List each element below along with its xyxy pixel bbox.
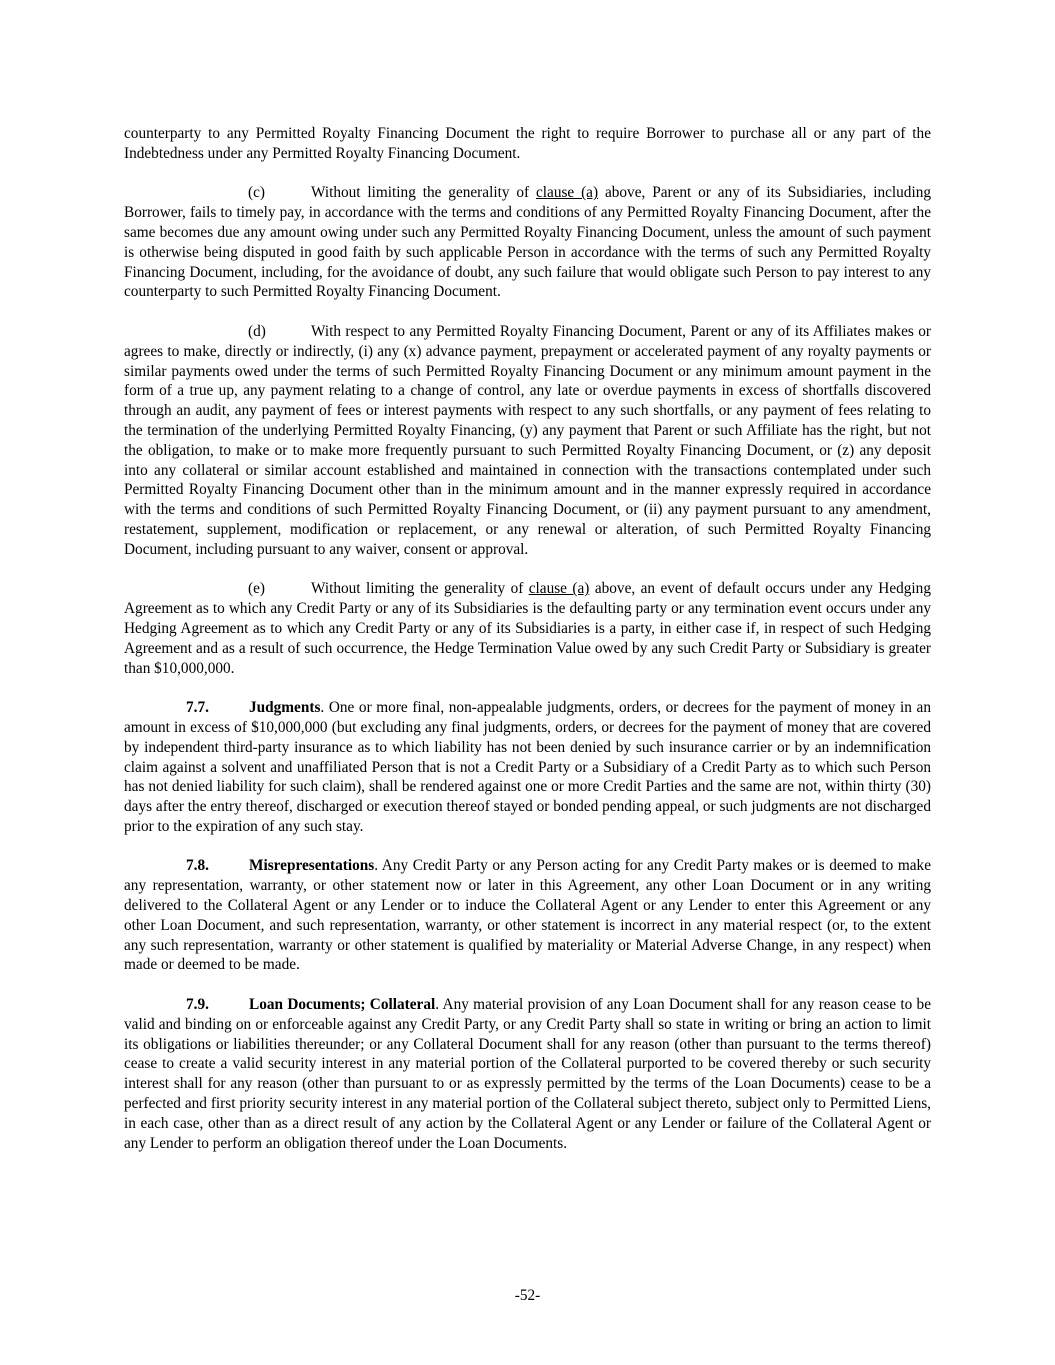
document-body [124, 124, 931, 1173]
clause-c-text-pre: Without limiting the generality of [311, 184, 536, 202]
clause-c-cross-reference: clause (a) [535, 184, 599, 202]
clause-e-text-pre: Without limiting the generality of [311, 580, 529, 598]
clause-c-paragraph [124, 183, 931, 302]
section-7-8-number: 7.8. [186, 857, 209, 875]
section-7-7-text: . One or more final, non-appealable judgments, orders, or decrees for the payment of money in an amount in excess of $10,000,000 (but excluding any final judgments, orders, or decrees for the payment of money that are covered by independent third-party insurance as to which liability has not been denied by such insurance carrier or by an indemnification claim against a solvent and unaffiliated Person that is not a Credit Party or a Subsidiary of a Credit Party as to which such Person has not denied liability for such claim), shall be rendered against one or more Credit Parties and the same are not, within thirty (30) days after the entry thereof, discharged or execution thereof stayed or bonded pending appeal, or such judgments are not discharged prior to the expiration of any such stay. [124, 699, 931, 835]
section-7-8-paragraph [124, 856, 931, 975]
section-7-9-paragraph [124, 995, 931, 1153]
clause-c-label: (c) [248, 184, 265, 202]
section-7-9-number: 7.9. [186, 996, 209, 1014]
clause-c-text-post: above, Parent or any of its Subsidiaries, including Borrower, fails to timely pay, in accordance with the terms and conditions of any Permitted Royalty Financing Document, after the same becomes due any amount owing under such any Permitted Royalty Financing Document, unless the amount of such payment is otherwise being disputed in good faith by such applicable Person in accordance with the terms of such any Permitted Royalty Financing Document, including, for the avoidance of doubt, any such failure that would obligate such Person to pay interest to any counterparty to such Permitted Royalty Financing Document. [124, 184, 931, 301]
section-7-9-title: Loan Documents; Collateral [249, 996, 436, 1014]
clause-d-label: (d) [248, 322, 266, 340]
clause-e-paragraph [124, 579, 931, 678]
page-number: -52- [514, 1287, 541, 1304]
section-7-9-text: . Any material provision of any Loan Document shall for any reason cease to be valid and binding on or enforceable against any Credit Party, or any Credit Party shall so state in writing or bring an action to limit its obligations or liabilities thereunder; or any Collateral Document shall for any reason (other than pursuant to the terms thereof) cease to create a valid security interest in any material portion of the Collateral purported to be covered thereby or such security interest shall for any reason (other than pursuant to or as expressly permitted by the terms of the Loan Documents) cease to be a perfected and first priority security interest in any material portion of the Collateral subject thereto, subject only to Permitted Liens, in each case, other than as a direct result of any action by the Collateral Agent or any Lender or failure of the Collateral Agent or any Lender to perform an obligation thereof under the Loan Documents. [124, 996, 931, 1152]
section-7-7-number: 7.7. [186, 699, 209, 717]
clause-e-label: (e) [248, 580, 265, 598]
clause-d-text: With respect to any Permitted Royalty Financing Document, Parent or any of its Affiliates makes or agrees to make, directly or indirectly, (i) any (x) advance payment, prepayment or accelerated payment of any royalty payments or similar payments owed under the terms of such Permitted Royalty Financing Document or any minimum amount payment in the form of a true up, any payment relating to a change of control, any late or overdue payments in excess of shortfalls discovered through an audit, any payment of fees or interest payments with respect to any such shortfalls, or any payment of fees relating to the termination of the underlying Permitted Royalty Financing, (y) any payment that Parent or such Affiliate has the right, but not the obligation, to make or to make more frequently pursuant to such Permitted Royalty Financing Document, or (z) any deposit into any collateral or similar account established and maintained in connection with the transactions contemplated under such Permitted Royalty Financing Document other than in the minimum amount and in the manner expressly required in accordance with the terms and conditions of such Permitted Royalty Financing Document, or (ii) any payment pursuant to any amendment, restatement, supplement, modification or replacement, or any renewal or alteration, of such Permitted Royalty Financing Document, including pursuant to any waiver, consent or approval. [124, 322, 931, 558]
clause-e-text-post: above, an event of default occurs under any Hedging Agreement as to which any Credit Party or any of its Subsidiaries is the defaulting party or any termination event occurs under any Hedging Agreement as to which any Credit Party or any of its Subsidiaries is a party, in either case if, in respect of such Hedging Agreement and as a result of such occurrence, the Hedge Termination Value owed by any such Credit Party or Subsidiary is greater than $10,000,000. [124, 580, 931, 677]
section-7-7-paragraph [124, 698, 931, 837]
section-7-8-title: Misrepresentations [249, 857, 375, 875]
continuation-paragraph [124, 124, 931, 164]
continuation-text: counterparty to any Permitted Royalty Financing Document the right to require Borrower to purchase all or any part of the Indebtedness under any Permitted Royalty Financing Document. [124, 125, 931, 162]
section-7-8-text: . Any Credit Party or any Person acting for any Credit Party makes or is deemed to make any representation, warranty, or other statement now or later in this Agreement, any other Loan Document or in any writing delivered to the Collateral Agent or any Lender or to induce the Collateral Agent or any Lender to enter this Agreement or any other Loan Document, and such representation, warranty, or other statement is incorrect in any material respect (or, to the extent any such representation, warranty or other statement is qualified by materiality or Material Adverse Change, in any respect) when made or deemed to be made. [124, 857, 931, 974]
section-7-7-title: Judgments [249, 699, 321, 717]
clause-e-cross-reference: clause (a) [528, 580, 590, 598]
clause-d-paragraph [124, 322, 931, 560]
